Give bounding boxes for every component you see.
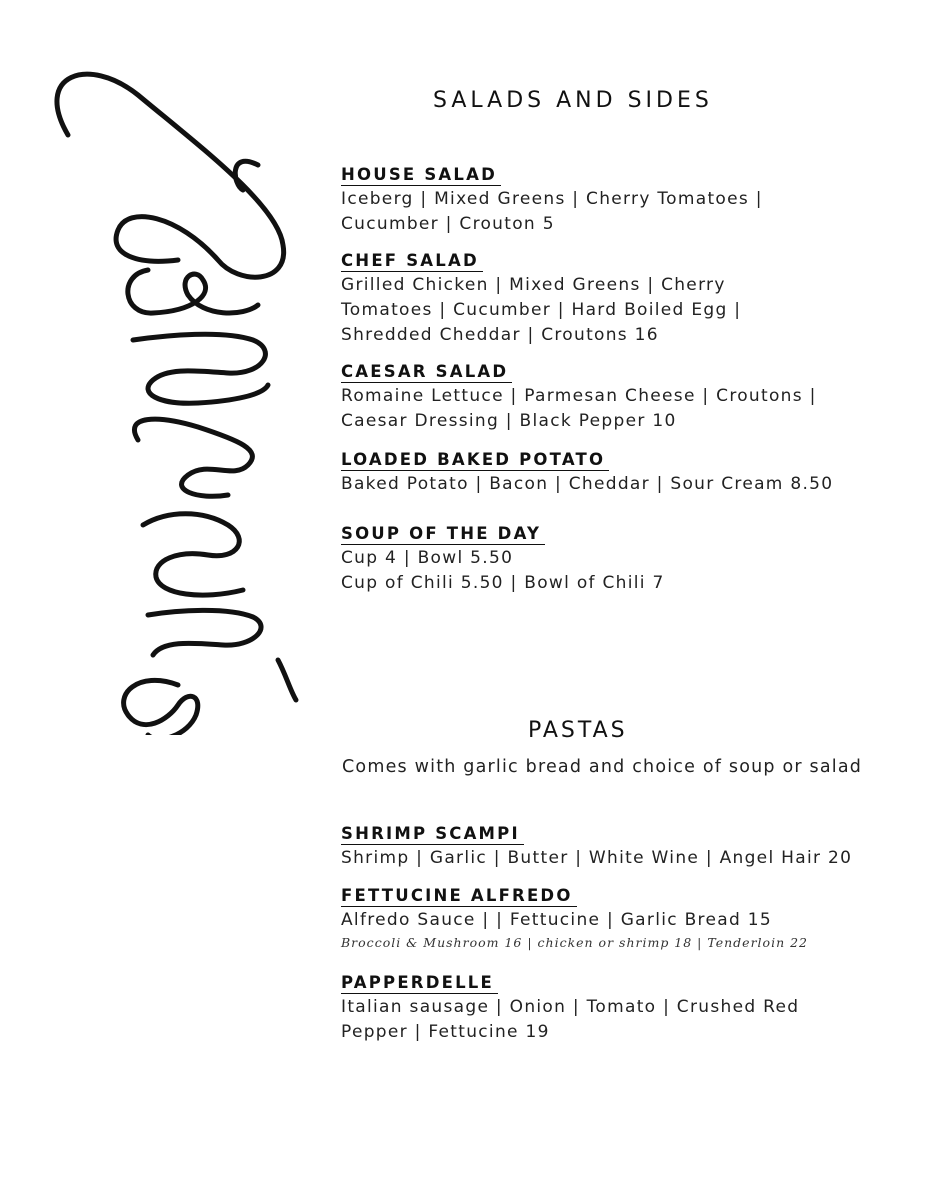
item-name: FETTUCINE ALFREDO [341, 886, 577, 907]
menu-item [341, 165, 901, 236]
item-name: SHRIMP SCAMPI [341, 824, 524, 845]
menu-item [341, 362, 901, 433]
item-desc-line: Caesar Dressing | Black Pepper 10 [341, 411, 677, 431]
item-name: HOUSE SALAD [341, 165, 501, 186]
item-desc-line: Shredded Cheddar | Croutons 16 [341, 325, 659, 345]
logo-wordmark [28, 55, 318, 735]
item-desc-line: Pepper | Fettucine 19 [341, 1022, 550, 1042]
menu-item [341, 973, 901, 1044]
item-desc-line: Cup of Chili 5.50 | Bowl of Chili 7 [341, 573, 665, 593]
item-desc-line: Alfredo Sauce | | Fettucine | Garlic Bread 15 [341, 910, 772, 930]
item-desc-line: Iceberg | Mixed Greens | Cherry Tomatoes | [341, 189, 763, 209]
logo-script-icon [28, 55, 318, 735]
item-desc-line: Italian sausage | Onion | Tomato | Crushed Red [341, 997, 800, 1017]
item-desc-line: Tomatoes | Cucumber | Hard Boiled Egg | [341, 300, 742, 320]
section-title-salads: SALADS AND SIDES [433, 88, 713, 113]
menu-item [341, 824, 901, 870]
item-note: Broccoli & Mushroom 16 | chicken or shrimp 18 | Tenderloin 22 [341, 935, 809, 950]
item-desc-line: Romaine Lettuce | Parmesan Cheese | Croutons | [341, 386, 817, 406]
section-title-pastas: PASTAS [528, 718, 628, 743]
item-desc-line: Cup 4 | Bowl 5.50 [341, 548, 514, 568]
menu-item [341, 886, 901, 954]
item-name: LOADED BAKED POTATO [341, 450, 609, 471]
item-desc-line: Baked Potato | Bacon | Cheddar | Sour Cream 8.50 [341, 474, 834, 494]
item-name: CHEF SALAD [341, 251, 483, 272]
pastas-subtitle: Comes with garlic bread and choice of soup or salad [342, 757, 863, 777]
item-desc-line: Cucumber | Crouton 5 [341, 214, 555, 234]
menu-item [341, 450, 901, 496]
item-name: PAPPERDELLE [341, 973, 498, 994]
menu-item [341, 524, 901, 595]
menu-item [341, 251, 901, 347]
item-desc-line: Grilled Chicken | Mixed Greens | Cherry [341, 275, 726, 295]
item-desc-line: Shrimp | Garlic | Butter | White Wine | Angel Hair 20 [341, 848, 853, 868]
item-name: CAESAR SALAD [341, 362, 512, 383]
item-name: SOUP OF THE DAY [341, 524, 545, 545]
